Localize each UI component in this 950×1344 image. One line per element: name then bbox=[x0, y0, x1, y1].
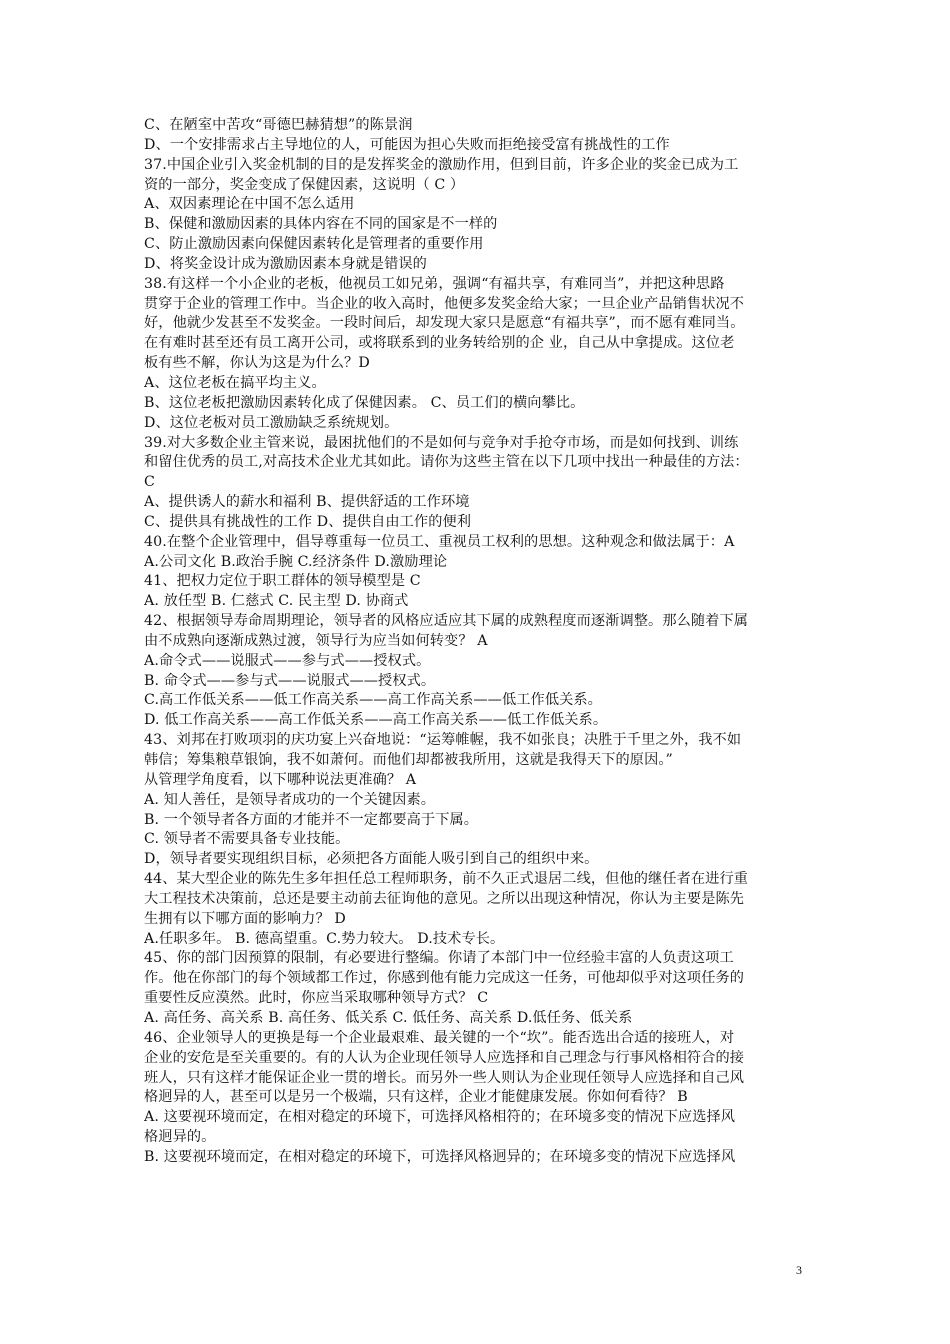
text-line: D，领导者要实现组织目标，必须把各方面能人吸引到自己的组织中来。 bbox=[144, 851, 599, 868]
text-line: A. 这要视环境而定，在相对稳定的环境下，可选择风格相符的；在环境多变的情况下应选择风 bbox=[144, 1109, 736, 1126]
text-line: 38.有这样一个小企业的老板，他视员工如兄弟，强调“有福共享，有难同当”，并把这种思路 bbox=[144, 275, 725, 292]
text-line: 39.对大多数企业主管来说，最困扰他们的不是如何与竞争对手抢夺市场，而是如何找到、训练 bbox=[144, 434, 739, 451]
text-line: C bbox=[144, 474, 155, 491]
text-line: B. 一个领导者各方面的才能并不一定都要高于下属。 bbox=[144, 811, 479, 828]
document-body bbox=[144, 116, 808, 1168]
text-line: C、在陋室中苦攻“哥德巴赫猜想”的陈景润 bbox=[144, 117, 413, 133]
text-line: D、一个安排需求占主导地位的人，可能因为担心失败而拒绝接受富有挑战性的工作 bbox=[144, 136, 670, 153]
text-line: 从管理学角度看，以下哪种说法更准确？ A bbox=[144, 771, 417, 788]
text-line: 好，他就少发甚至不发奖金。一段时间后，却发现大家只是愿意“有福共享”，而不愿有难同当。 bbox=[144, 315, 745, 332]
text-line: A、双因素理论在中国不怎么适用 bbox=[144, 196, 355, 213]
text-line: 和留住优秀的员工,对高技术企业尤其如此。请你为这些主管在以下几项中找出一种最佳的方法： bbox=[144, 454, 749, 471]
text-line: D. 低工作高关系——高工作低关系——高工作高关系——低工作低关系。 bbox=[144, 712, 608, 729]
text-line: A. 放任型 B. 仁慈式 C. 民主型 D. 协商式 bbox=[144, 593, 409, 610]
text-line: D、这位老板对员工激励缺乏系统规划。 bbox=[144, 414, 399, 431]
text-line: D、将奖金设计成为激励因素本身就是错误的 bbox=[144, 255, 427, 272]
text-line: A. 知人善任，是领导者成功的一个关键因素。 bbox=[144, 791, 436, 808]
text-line: 37.中国企业引入奖金机制的目的是发挥奖金的激励作用，但到目前，许多企业的奖金已成为工 bbox=[144, 156, 739, 173]
text-line: A.公司文化 B.政治手腕 C.经济条件 D.激励理论 bbox=[144, 553, 448, 570]
text-line: 46、企业领导人的更换是每一个企业最艰难、最关键的一个“坎”。能否选出合适的接班人，对 bbox=[144, 1029, 735, 1046]
text-line: 作。他在你部门的每个领域都工作过，你感到他有能力完成这一任务，可他却似乎对这项任务的 bbox=[144, 970, 745, 987]
text-line: A.任职多年。 B. 德高望重。C.势力较大。 D.技术专长。 bbox=[144, 930, 505, 947]
text-line: C. 领导者不需要具备专业技能。 bbox=[144, 831, 350, 848]
text-line: A、这位老板在搞平均主义。 bbox=[144, 374, 326, 391]
text-line: 韩信；筹集粮草银饷，我不如萧何。而他们却都被我所用，这就是我得天下的原因。” bbox=[144, 752, 673, 768]
page-number: 3 bbox=[796, 1263, 802, 1277]
text-line: C、防止激励因素向保健因素转化是管理者的重要作用 bbox=[144, 236, 484, 253]
text-line: 贯穿于企业的管理工作中。当企业的收入高时，他便多发奖金给大家；一旦企业产品销售状况不 bbox=[144, 295, 745, 312]
text-line: 由不成熟向逐渐成熟过渡，领导行为应当如何转变？ A bbox=[144, 632, 488, 649]
text-line: 生拥有以下哪方面的影响力？ D bbox=[144, 910, 346, 927]
text-line: B、保健和激励因素的具体内容在不同的国家是不一样的 bbox=[144, 216, 498, 233]
text-line: A. 高任务、高关系 B. 高任务、低关系 C. 低任务、高关系 D.低任务、低关系 bbox=[144, 1009, 633, 1026]
text-line: 板有些不解，你认为这是为什么？D bbox=[144, 355, 370, 372]
text-line: 班人，只有这样才能保证企业一贯的增长。而另外一些人则认为企业现任领导人应选择和自己风 bbox=[144, 1069, 745, 1086]
text-line: 41、把权力定位于职工群体的领导模型是 C bbox=[144, 573, 421, 590]
text-line: 资的一部分，奖金变成了保健因素，这说明（ C ） bbox=[144, 176, 465, 193]
text-line: 45、你的部门因预算的限制，有必要进行整编。你请了本部门中一位经验丰富的人负责这项工 bbox=[144, 950, 734, 967]
text-line: 企业的安危是至关重要的。有的人认为企业现任领导人应选择和自己理念与行事风格相符合的接 bbox=[144, 1049, 745, 1066]
text-line: A.命令式——说服式——参与式——授权式。 bbox=[144, 652, 431, 669]
text-line: A、提供诱人的薪水和福利 B、提供舒适的工作环境 bbox=[144, 494, 470, 511]
text-line: 42、根据领导寿命周期理论，领导者的风格应适应其下属的成熟程度而逐渐调整。那么随着下属 bbox=[144, 613, 749, 630]
text-line: B、这位老板把激励因素转化成了保健因素。 C、员工们的横向攀比。 bbox=[144, 394, 585, 411]
text-line: 格迥异的。 bbox=[144, 1129, 216, 1146]
text-line: 43、刘邦在打败项羽的庆功宴上兴奋地说：“运筹帷幄，我不如张良；决胜于千里之外，我不如 bbox=[144, 732, 742, 749]
text-line: B. 命令式——参与式——说服式——授权式。 bbox=[144, 672, 436, 689]
text-line: C.高工作低关系——低工作高关系——高工作高关系——低工作低关系。 bbox=[144, 692, 602, 709]
text-line: 重要性反应漠然。此时，你应当采取哪种领导方式？ C bbox=[144, 990, 489, 1007]
text-line: 大工程技术决策前，总还是要主动前去征询他的意见。之所以出现这种情况，你认为主要是陈先 bbox=[144, 890, 745, 907]
text-line: 在有难时甚至还有员工离开公司，或将联系到的业务转给别的企 业，自己从中拿提成。这位老 bbox=[144, 335, 735, 352]
text-line: 44、某大型企业的陈先生多年担任总工程师职务，前不久正式退居二线，但他的继任者在进行重 bbox=[144, 871, 749, 888]
text-line: B. 这要视环境而定，在相对稳定的环境下，可选择风格迥异的；在环境多变的情况下应选择风 bbox=[144, 1148, 736, 1165]
text-line: C、提供具有挑战性的工作 D、提供自由工作的便利 bbox=[144, 513, 472, 530]
text-line: 格迥异的人，甚至可以是另一个极端，只有这样，企业才能健康发展。你如何看待？ B bbox=[144, 1089, 688, 1106]
text-line: 40.在整个企业管理中，倡导尊重每一位员工、重视员工权利的思想。这种观念和做法属于：A bbox=[144, 533, 735, 550]
